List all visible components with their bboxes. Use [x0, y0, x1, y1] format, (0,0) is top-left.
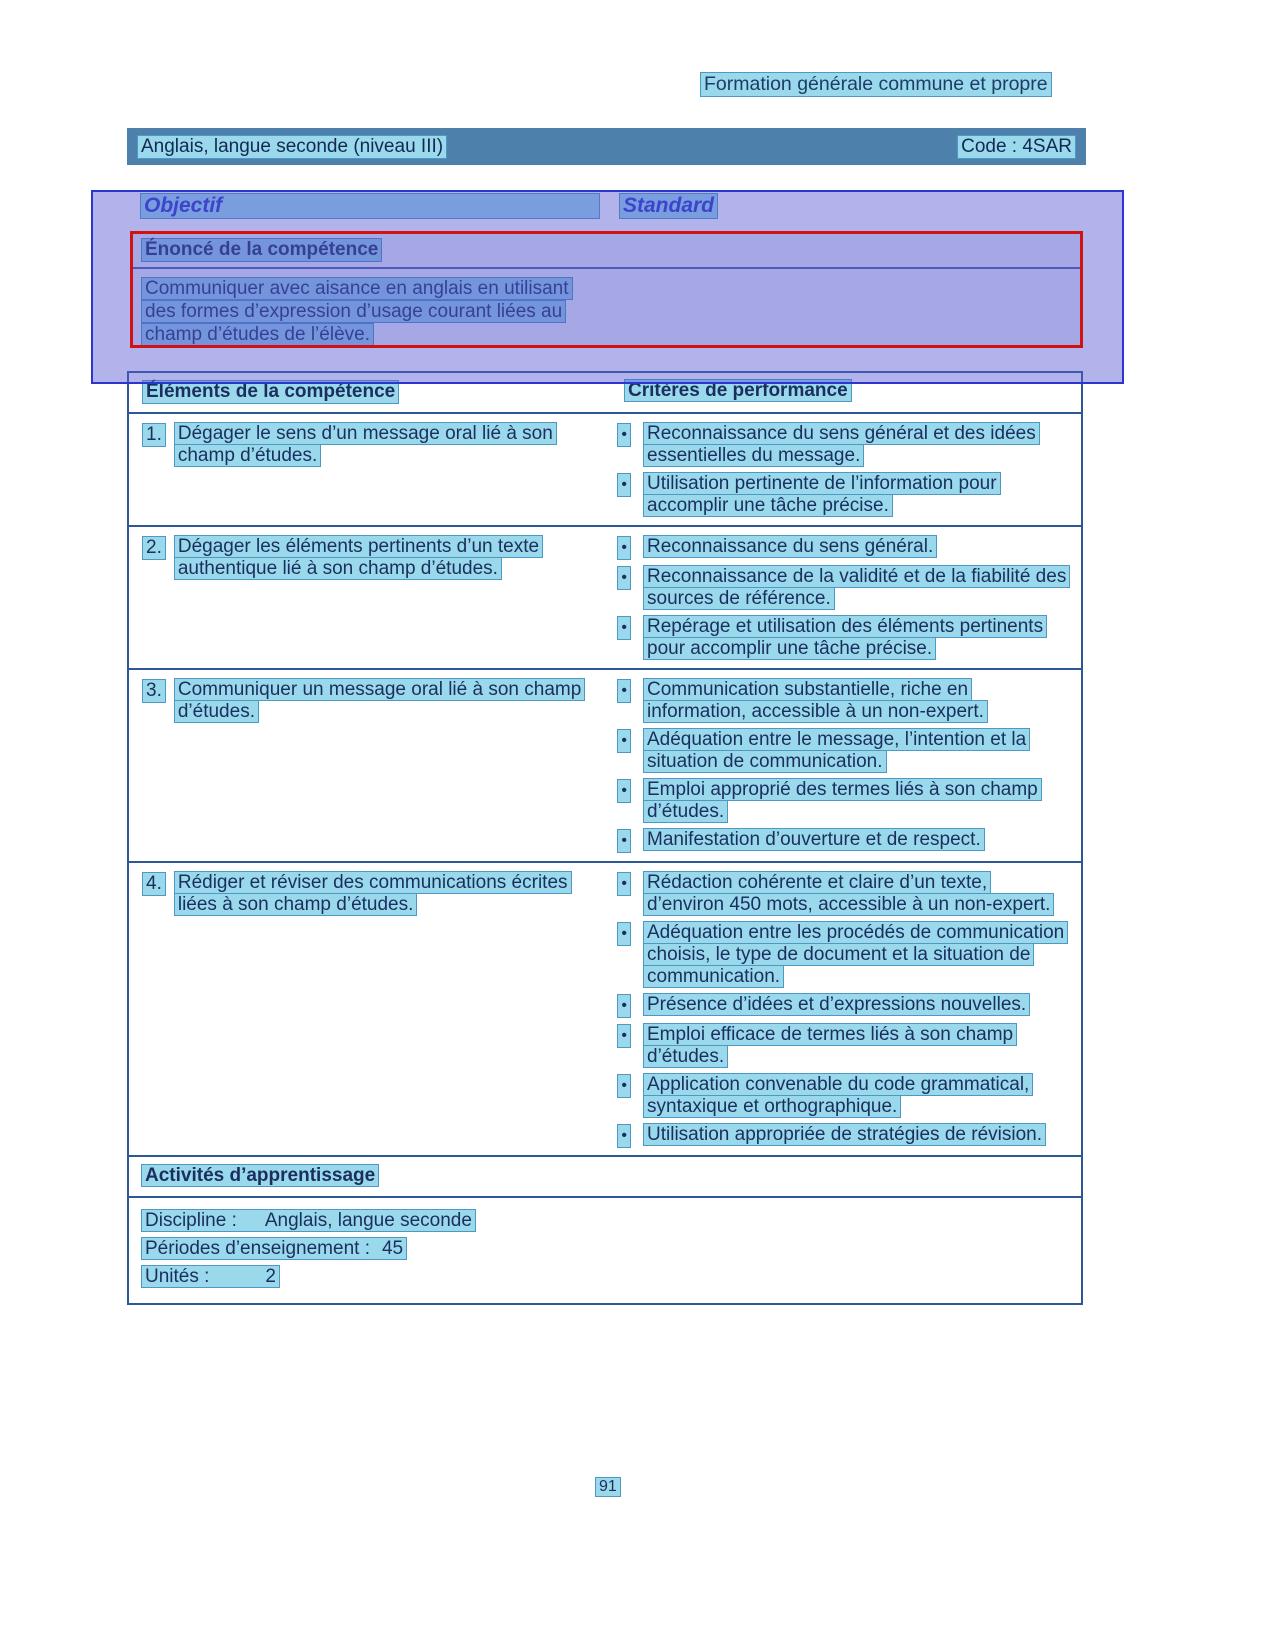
criterion-item — [617, 566, 1069, 610]
bullet-icon: • — [617, 473, 631, 497]
bullet-icon: • — [617, 729, 631, 753]
criterion-item — [617, 473, 1069, 517]
competence-row-1 — [129, 414, 1081, 527]
criterion-item — [617, 679, 1069, 723]
criterion-item — [617, 872, 1069, 916]
criterion-text: Rédaction cohérente et claire d’un texte, d’environ 450 mots, accessible à un non-expert. — [643, 871, 1054, 916]
criterion-item — [617, 779, 1069, 823]
criterion-text: Reconnaissance de la validité et de la fiabilité des sources de référence. — [643, 565, 1070, 610]
element-cell — [129, 872, 600, 1148]
criterion-text-block — [643, 536, 1069, 558]
element-cell — [129, 679, 600, 853]
criterion-text-block — [643, 566, 1069, 610]
unites-value: 2 — [265, 1266, 276, 1287]
criterion-text-block — [643, 1074, 1069, 1118]
criteres-header-cell — [607, 380, 1081, 404]
periodes-label: Périodes d’enseignement : — [145, 1238, 370, 1259]
criterion-text-block — [643, 679, 1069, 723]
element-text-block — [174, 679, 586, 723]
bullet-icon: • — [617, 779, 631, 803]
activites-title-row — [129, 1157, 1081, 1198]
element-text-block — [174, 872, 586, 916]
criterion-text: Reconnaissance du sens général et des idées essentielles du message. — [643, 422, 1040, 467]
criteres-header: Critères de performance — [624, 379, 852, 402]
criterion-item — [617, 1124, 1069, 1148]
criteria-cell — [600, 423, 1081, 517]
bullet-icon: • — [617, 922, 631, 946]
criterion-text-block — [643, 922, 1069, 988]
bullet-icon: • — [617, 829, 631, 853]
competence-row-2 — [129, 527, 1081, 670]
elements-header-cell — [129, 380, 607, 404]
standard-label-text: Standard — [623, 194, 715, 217]
element-text-block — [174, 536, 586, 580]
document-category-label: Formation générale commune et propre — [700, 72, 1052, 97]
bullet-icon: • — [617, 679, 631, 703]
bullet-icon: • — [617, 994, 631, 1018]
criterion-item — [617, 1024, 1069, 1068]
criterion-text: Application convenable du code grammatical, syntaxique et orthographique. — [643, 1073, 1033, 1118]
criterion-text-block — [643, 829, 1069, 851]
unites-label: Unités : — [145, 1266, 210, 1287]
criterion-text: Présence d’idées et d’expressions nouvelles. — [643, 993, 1030, 1016]
elements-header: Éléments de la compétence — [142, 380, 399, 404]
criterion-text: Communication substantielle, riche en information, accessible à un non-expert. — [643, 678, 988, 723]
criteria-cell — [600, 536, 1081, 660]
criterion-item — [617, 616, 1069, 660]
periodes-value: 45 — [381, 1238, 404, 1259]
element-number: 2. — [142, 536, 166, 560]
criterion-text: Adéquation entre le message, l’intention et la situation de communication. — [643, 728, 1030, 773]
element-number: 4. — [142, 872, 166, 896]
bullet-icon: • — [617, 1074, 631, 1098]
bullet-icon: • — [617, 536, 631, 560]
element-text: Communiquer un message oral lié à son champ d’études. — [174, 678, 585, 723]
objectif-column-label — [140, 193, 600, 219]
course-code: Code : 4SAR — [957, 135, 1076, 159]
activites-box — [127, 1155, 1083, 1305]
bullet-icon: • — [617, 423, 631, 447]
competence-row-4 — [129, 863, 1081, 1156]
element-text: Rédiger et réviser des communications écrites liées à son champ d’études. — [174, 871, 572, 916]
element-number: 1. — [142, 423, 166, 447]
criterion-item — [617, 1074, 1069, 1118]
element-text: Dégager les éléments pertinents d’un texte authentique lié à son champ d’études. — [174, 535, 543, 580]
element-text-block — [174, 423, 586, 467]
enonce-title: Énoncé de la compétence — [141, 238, 382, 262]
criterion-text: Utilisation pertinente de l’information pour accomplir une tâche précise. — [643, 472, 1001, 517]
course-header-bar — [127, 128, 1086, 165]
criterion-item — [617, 994, 1069, 1018]
activites-title: Activités d’apprentissage — [141, 1164, 379, 1187]
competence-table-header — [129, 373, 1081, 414]
element-number: 3. — [142, 679, 166, 703]
criterion-text: Reconnaissance du sens général. — [643, 535, 937, 558]
element-text: Dégager le sens d’un message oral lié à son champ d’études. — [174, 422, 557, 467]
criterion-text-block — [643, 1024, 1069, 1068]
page-number: 91 — [595, 1477, 621, 1497]
enonce-text: Communiquer avec aisance en anglais en utilisant des formes d’expression d’usage courant liées au champ d’études de l’élève. — [141, 277, 573, 346]
criterion-text: Emploi approprié des termes liés à son champ d’études. — [643, 778, 1042, 823]
criterion-item — [617, 536, 1069, 560]
criterion-text: Adéquation entre les procédés de communication choisis, le type de document et la situation de communication. — [643, 921, 1068, 988]
element-cell — [129, 536, 600, 660]
discipline-label: Discipline : — [145, 1210, 237, 1231]
standard-column-label — [619, 193, 718, 219]
criterion-text-block — [643, 473, 1069, 517]
objectif-label-text: Objectif — [144, 194, 223, 217]
bullet-icon: • — [617, 566, 631, 590]
criterion-text-block — [643, 729, 1069, 773]
discipline-value: Anglais, langue seconde — [264, 1210, 472, 1231]
activites-body — [129, 1198, 1081, 1303]
criterion-text: Emploi efficace de termes liés à son champ d’études. — [643, 1023, 1017, 1068]
enonce-text-block — [141, 277, 589, 346]
criteria-cell — [600, 872, 1081, 1148]
criterion-text-block — [643, 779, 1069, 823]
bullet-icon: • — [617, 872, 631, 896]
element-cell — [129, 423, 600, 517]
periodes-line — [141, 1235, 1069, 1262]
criterion-text-block — [643, 616, 1069, 660]
criterion-item — [617, 829, 1069, 853]
criterion-text-block — [643, 423, 1069, 467]
criterion-item — [617, 423, 1069, 467]
criteria-cell — [600, 679, 1081, 853]
criterion-text-block — [643, 994, 1069, 1016]
criterion-item — [617, 922, 1069, 988]
bullet-icon: • — [617, 1124, 631, 1148]
criterion-text: Manifestation d’ouverture et de respect. — [643, 828, 985, 851]
discipline-line — [141, 1207, 1069, 1234]
criterion-text: Repérage et utilisation des éléments pertinents pour accomplir une tâche précise. — [643, 615, 1047, 660]
course-title: Anglais, langue seconde (niveau III) — [137, 135, 447, 159]
bullet-icon: • — [617, 1024, 631, 1048]
competence-table — [127, 371, 1083, 1158]
criterion-text: Utilisation appropriée de stratégies de révision. — [643, 1123, 1046, 1146]
enonce-divider — [133, 267, 1080, 269]
competence-row-3 — [129, 670, 1081, 863]
criterion-text-block — [643, 1124, 1069, 1146]
criterion-item — [617, 729, 1069, 773]
bullet-icon: • — [617, 616, 631, 640]
criterion-text-block — [643, 872, 1069, 916]
unites-line — [141, 1263, 1069, 1290]
